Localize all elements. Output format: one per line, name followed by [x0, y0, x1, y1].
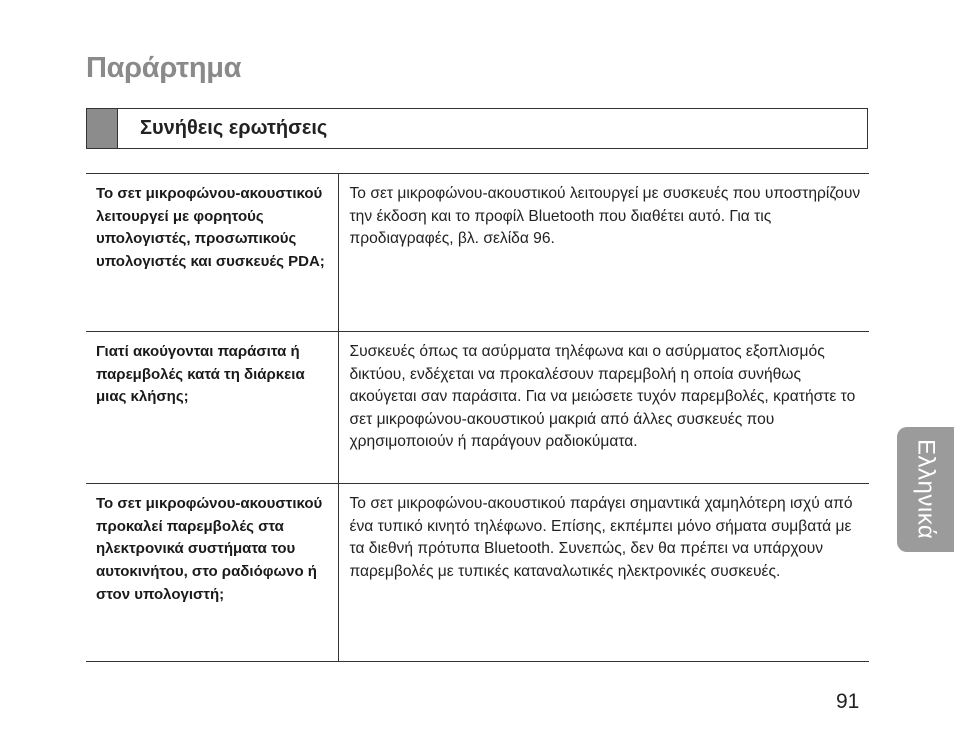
faq-question: Γιατί ακούγονται παράσιτα ή παρεμβολές κατά τη διάρκεια μιας κλήσης;: [86, 332, 338, 484]
language-side-tab: [897, 427, 954, 552]
section-title: Συνήθεις ερωτήσεις: [140, 117, 328, 139]
faq-row: [86, 484, 869, 662]
section-marker: [87, 109, 118, 148]
language-label: Ελληνικά: [912, 439, 940, 540]
faq-answer: Το σετ μικροφώνου-ακουστικού παράγει σημαντικά χαμηλότερη ισχύ από ένα τυπικό κινητό τηλέφωνο. Επίσης, εκπέμπει μόνο σήματα συμβατά με τα διεθνή πρότυπα Bluetooth. Συνεπώς, δεν θα πρέπει να υπάρχουν παρεμβολές με τυπικές καταναλωτικές ηλεκτρονικές συσκευές.: [349, 495, 853, 580]
page-number: 91: [836, 690, 860, 713]
faq-table: [86, 173, 869, 662]
faq-question: Το σετ μικροφώνου-ακουστικού προκαλεί παρεμβολές στα ηλεκτρονικά συστήματα του αυτοκινήτου, στο ραδιόφωνο ή στον υπολογιστή;: [86, 484, 338, 662]
page-title: Παράρτημα: [86, 52, 242, 84]
faq-row: [86, 174, 869, 332]
faq-answer: Συσκευές όπως τα ασύρματα τηλέφωνα και ο ασύρματος εξοπλισμός δικτύου, ενδέχεται να προκαλέσουν παρεμβολή η οποία συνήθως ακούγεται σαν παράσιτα. Για να μειώσετε τυχόν παρεμβολές, κρατήστε το σετ μικροφώνου-ακουστικού μακριά από άλλες συσκευές που χρησιμοποιούν ή παράγουν ραδιοκύματα.: [349, 343, 856, 451]
faq-answer: Το σετ μικροφώνου-ακουστικού λειτουργεί με συσκευές που υποστηρίζουν την έκδοση και το προφίλ Bluetooth που διαθέτει αυτό. Για τις προδιαγραφές, βλ. σελίδα 96.: [349, 185, 861, 248]
faq-question: Το σετ μικροφώνου-ακουστικού λειτουργεί με φορητούς υπολογιστές, προσωπικούς υπολογιστές και συσκευές PDA;: [86, 174, 338, 332]
section-header: [86, 108, 868, 149]
faq-row: [86, 332, 869, 484]
